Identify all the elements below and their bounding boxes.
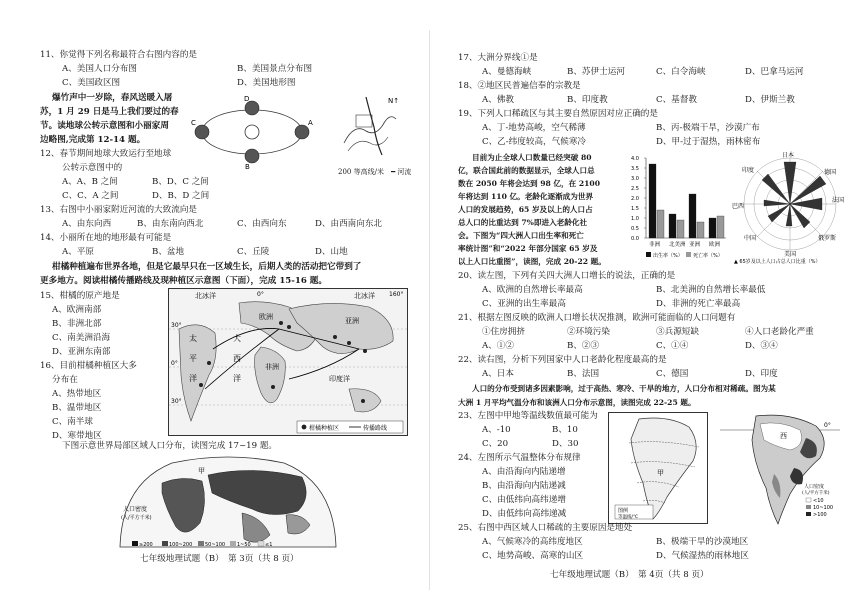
citrus-label-africa: 非洲: [265, 363, 279, 371]
radar-label-germany: 德国: [824, 169, 837, 176]
page-4: [430, 0, 860, 608]
intro-20-line8: 率统计图”和“2022 年部分国家 65 岁及: [458, 244, 598, 253]
intro-20-line3: 数在 2050 年将会达到 98 亿，在 2100: [458, 179, 600, 188]
citrus-label-frag5: 西: [233, 354, 241, 363]
q19-option-a[interactable]: A、丁-地势高峻，空气稀薄: [482, 123, 586, 133]
q11-option-d[interactable]: D、美国地形图: [237, 78, 296, 88]
q20-option-d[interactable]: D、非洲的死亡率最高: [656, 299, 741, 309]
bar-y-tick-label: 2.5: [631, 186, 639, 192]
page-3-footer: 七年级地理试题（B） 第 3页（共 8 页）: [140, 554, 299, 564]
q16-stem: 16、目前柑橘种植区大多: [40, 361, 137, 371]
radar-label-russia: 俄罗斯: [818, 235, 837, 242]
q23-option-d[interactable]: D、30: [552, 439, 579, 449]
q24-option-c[interactable]: C、由低纬向高纬递增: [482, 495, 566, 505]
citrus-label-asia: 亚洲: [345, 317, 359, 325]
temp-map-label-jia: 甲: [657, 469, 664, 477]
pop-map-legend-unit: (人/平方千米): [121, 515, 152, 521]
q12-stem: 12、春节期间地球大致运行至地球: [40, 149, 172, 159]
q25-option-b[interactable]: B、极端干旱的沙漠地区: [656, 537, 749, 547]
q18-option-b[interactable]: B、印度教: [567, 95, 608, 105]
bar-legend-label: 出生率（%）: [653, 253, 683, 259]
sun-icon: [245, 125, 259, 139]
intro-20-line4: 年将达到 110 亿。老龄化逐渐成为世界: [458, 192, 594, 201]
q24-stem: 24、左图所示气温整体分布规律: [458, 453, 581, 463]
pop-legend-3: 50~100: [205, 542, 226, 548]
q21-item-1: ①住房拥挤: [482, 327, 525, 337]
intro-20-line5: 人口的发展趋势，65 岁及以上的人口占: [458, 205, 593, 214]
q21-option-b[interactable]: B、②③: [567, 341, 600, 351]
q13-option-a[interactable]: A、由东向西: [62, 219, 112, 229]
sa-map-legend-title: 人口密度: [804, 484, 825, 490]
q19-option-c[interactable]: C、乙-纬度较高，气候寒冷: [482, 137, 587, 147]
north-arrow-icon: N↑: [388, 97, 400, 105]
intro-20-line1: 目前为止全球人口数量已经突破 80: [472, 153, 592, 162]
bar-birth-3: [709, 218, 716, 238]
bar-legend-label: 死亡率（%）: [693, 253, 723, 259]
citrus-label-lon0: 0°: [257, 291, 264, 298]
q23-option-a[interactable]: A、-10: [482, 425, 511, 435]
q24-option-d[interactable]: D、由低纬向高纬递减: [482, 509, 567, 519]
bar-death-3: [717, 216, 724, 238]
citrus-label-lat0: 0°: [171, 360, 178, 367]
q15-option-a[interactable]: A、欧洲南部: [52, 305, 102, 315]
citrus-label-lat30s: 30°: [171, 398, 182, 405]
q24-option-b[interactable]: B、由沿海向内陆递减: [482, 481, 566, 491]
q24-option-a[interactable]: A、由沿海向内陆递增: [482, 467, 566, 477]
pop-legend-4: 1~50: [237, 542, 251, 548]
q18-option-d[interactable]: D、伊斯兰教: [745, 95, 795, 105]
intro-20-line7: 会。下图为“四大洲人口出生率和死亡: [458, 231, 584, 240]
bar-death-1: [677, 220, 684, 238]
bar-birth-0: [649, 164, 656, 238]
q22-option-b[interactable]: B、法国: [567, 369, 600, 379]
temp-map-legend: 图例: [618, 508, 629, 514]
citrus-label-frag1: 太: [189, 334, 197, 343]
pop-legend-5: ≤1: [265, 542, 273, 548]
pop-map-legend-title: 人口密度: [123, 506, 148, 513]
q18-option-c[interactable]: C、基督教: [656, 95, 697, 105]
q20-option-a[interactable]: A、欧洲的自然增长率最高: [482, 285, 583, 295]
q22-option-a[interactable]: A、日本: [482, 369, 514, 379]
intro-12-line4: 边略图,完成第 12-14 题。: [40, 135, 146, 145]
q15-option-d[interactable]: D、亚洲东南部: [52, 347, 111, 357]
q22-stem: 22、读右图，分析下列国家中人口老龄化程度最高的是: [458, 355, 667, 365]
radar-label-india: 印度: [742, 167, 755, 174]
q21-item-4: ④人口老龄化严重: [745, 327, 814, 337]
q13-option-d[interactable]: D、由西南向东北: [315, 219, 383, 229]
sa-legend-2: 10~100: [813, 505, 834, 511]
orbit-label-d: D: [244, 95, 250, 103]
orbit-label-a: A: [308, 119, 313, 127]
citrus-legend-1: 柑橘种植区: [309, 425, 340, 432]
bar-category-label: 北美洲: [669, 242, 686, 248]
bar-y-tick-label: 1.0: [631, 216, 639, 222]
citrus-label-indian-ocean: 印度洋: [329, 375, 350, 383]
q17-option-b[interactable]: B、苏伊士运河: [567, 67, 625, 77]
bar-death-2: [697, 222, 704, 238]
q17-option-c[interactable]: C、白令海峡: [656, 67, 706, 77]
q25-option-c[interactable]: C、地势高峻、高寒的山区: [482, 551, 584, 561]
orbit-label-b: B: [245, 163, 250, 170]
intro-12-line2: 苏，1 月 29 日是马上我们要过的春: [40, 107, 179, 117]
bar-birth-2: [689, 194, 696, 238]
q13-stem: 13、右图中小丽家附近河流的大致流向是: [40, 205, 198, 215]
q20-option-c[interactable]: C、亚洲的出生率最高: [482, 299, 566, 309]
intro-15-line1: 柑橘种植遍布世界各地，但是它最早只在一区域生长，后期人类的活动把它带到了: [52, 262, 362, 272]
q15-stem: 15、柑橘的原产地是: [40, 291, 120, 301]
q14-option-a[interactable]: A、平原: [62, 247, 94, 257]
q15-option-b[interactable]: B、非洲北部: [52, 319, 102, 329]
radar-label-japan: 日本: [782, 152, 795, 159]
q13-option-b[interactable]: B、由东南向西北: [137, 219, 204, 229]
intro-23-line1: 人口的分布受到诸多因素影响，过于高热、寒冷、干旱的地方，人口分布相对稀疏。图为某: [472, 384, 776, 393]
radar-label-brazil: 巴西: [732, 203, 745, 210]
q12-option-b[interactable]: B、D、C 之间: [152, 177, 209, 187]
bar-category-label: 非洲: [649, 242, 661, 248]
q13-option-c[interactable]: C、由西向东: [237, 219, 287, 229]
pop-legend-2: 100~200: [169, 542, 193, 548]
q17-stem: 17、大洲分界线①是: [458, 53, 538, 63]
map-scale-legend: 200 等高线/米 ━ 河流: [338, 168, 412, 176]
radar-legend: ▲ 65岁及以上人口占总人口比重（%）: [734, 259, 821, 264]
q21-option-d[interactable]: D、③④: [745, 341, 778, 351]
citrus-label-frag6: 洋: [233, 374, 241, 383]
q18-option-a[interactable]: A、佛教: [482, 95, 514, 105]
citrus-label-frag3: 洋: [189, 374, 197, 383]
q15-option-c[interactable]: C、南美洲沿海: [52, 333, 111, 343]
q16-option-b[interactable]: B、温带地区: [52, 403, 102, 413]
bar-birth-1: [669, 214, 676, 238]
radar-label-france: 法国: [832, 197, 845, 204]
q11-stem: 11、你觉得下列名称最符合右图内容的是: [40, 50, 198, 60]
q12-option-c[interactable]: C、C、A 之间: [62, 191, 119, 201]
q12-option-d[interactable]: D、B、D 之间: [152, 191, 210, 201]
citrus-label-frag4: 大: [233, 334, 241, 343]
q11-option-c[interactable]: C、美国政区图: [62, 78, 121, 88]
q22-option-d[interactable]: D、印度: [745, 369, 778, 379]
citrus-label-ocean-n: 北冰洋: [195, 292, 216, 300]
citrus-label-ocean-n2: 北冰洋: [354, 292, 375, 300]
orbit-label-c: C: [191, 119, 196, 127]
bar-y-tick-label: 0.5: [631, 226, 639, 232]
radar-label-china: 中国: [744, 235, 757, 242]
earth-orbit-diagram: [190, 92, 315, 170]
sa-legend-3: >100: [813, 512, 827, 518]
citrus-spread-map: [168, 288, 408, 436]
q23-option-b[interactable]: B、10: [552, 425, 578, 435]
bar-y-tick-label: 0.0: [631, 236, 639, 242]
bar-death-0: [657, 210, 664, 238]
citrus-legend-2: 传播路线: [363, 425, 388, 432]
q21-option-a[interactable]: A、①②: [482, 341, 514, 351]
bar-y-tick-label: 3.5: [631, 166, 639, 172]
pop-legend-1: ≥200: [139, 542, 153, 548]
citrus-label-lon160: 160°: [389, 291, 404, 298]
q14-stem: 14、小丽所在地的地形最有可能是: [40, 233, 172, 243]
q21-option-c[interactable]: C、①④: [656, 341, 689, 351]
temp-map-legend-2: 等温线/℃: [618, 515, 639, 520]
q17-option-d[interactable]: D、巴拿马运河: [745, 67, 804, 77]
home-area-map: [336, 93, 404, 171]
q19-option-b[interactable]: B、丙-极端干旱，沙漠广布: [656, 123, 760, 133]
q21-stem: 21、根据左图反映的欧洲人口增长状况推测，欧洲可能面临的人口问题有: [458, 313, 736, 323]
q12-option-a[interactable]: A、A、B 之间: [62, 177, 118, 187]
q14-option-b[interactable]: B、盆地: [152, 247, 185, 257]
q11-option-a[interactable]: A、美国人口分布图: [62, 64, 137, 74]
q25-option-a[interactable]: A、气候寒冷的高纬度地区: [482, 537, 583, 547]
q16-option-c[interactable]: C、南半球: [52, 417, 93, 427]
bar-y-tick-label: 3.0: [631, 176, 639, 182]
q17-option-a[interactable]: A、曼德海峡: [482, 67, 532, 77]
bar-legend-swatch: [646, 252, 651, 257]
intro-15-line2: 更多地方。阅读柑橘传播路线及现种植区示意图（下面），完成 15-16 题。: [40, 276, 327, 286]
q20-stem: 20、读左图，下列有关四大洲人口增长的说法，正确的是: [458, 271, 676, 281]
q11-option-b[interactable]: B、美国景点分布图: [237, 64, 313, 74]
sa-map-lat0: 0°: [824, 422, 831, 429]
intro-17: 下图示意世界局部区域人口分布，读图完成 17~19 题。: [62, 441, 278, 451]
sa-map-legend-unit: (人/平方千米): [802, 491, 830, 496]
q14-option-d[interactable]: D、山地: [315, 247, 348, 257]
q25-stem: 25、右图中西区域人口稀疏的主要原因是地处: [458, 523, 633, 533]
sa-map-label-west: 西: [780, 432, 787, 440]
intro-20-line6: 总人口的比重达到 7%即进入老龄化社: [458, 218, 588, 227]
q20-option-b[interactable]: B、北美洲的自然增长率最低: [656, 285, 766, 295]
page-4-footer: 七年级地理试题（B） 第 4页（共 8 页）: [550, 570, 709, 580]
citrus-label-europe: 欧洲: [259, 313, 273, 321]
q23-stem: 23、左图中甲地等温线数值最可能为: [458, 411, 598, 421]
citrus-label-lat30n: 30°: [171, 322, 182, 329]
intro-20-line9: 以上人口比重图”，读图，完成 20-22 题。: [458, 257, 606, 266]
bar-y-tick-label: 1.5: [631, 206, 639, 212]
intro-12-line3: 节。读地球公转示意图和小丽家周: [40, 121, 169, 131]
q16-option-a[interactable]: A、热带地区: [52, 389, 102, 399]
sa-legend-1: <10: [813, 498, 824, 504]
q19-option-d[interactable]: D、甲-过于湿热，雨林密布: [656, 137, 761, 147]
q19-stem: 19、下列人口稀疏区与其主要自然原因对应正确的是: [458, 109, 658, 119]
citrus-label-frag2: 平: [189, 354, 197, 363]
q18-stem: 18、②地区民普遍信奉的宗教是: [458, 81, 581, 91]
q23-option-c[interactable]: C、20: [482, 439, 509, 449]
intro-12-line1: 爆竹声中一岁除，春风送暖入屠: [52, 93, 173, 103]
radar-label-usa: 美国: [784, 251, 797, 258]
south-america-population-map: [720, 412, 840, 527]
citrus-legend-icon: [302, 425, 307, 430]
q14-option-c[interactable]: C、丘陵: [237, 247, 270, 257]
bar-legend-swatch: [686, 252, 691, 257]
q22-option-c[interactable]: C、德国: [656, 369, 689, 379]
intro-23-line2: 大洲 1 月平均气温分布和该洲人口分布示意图，读图完成 22-25 题。: [458, 398, 696, 407]
intro-20-line2: 亿，联合国此前的数据显示，全球人口总: [458, 166, 595, 175]
q16-stem-2: 分布在: [52, 375, 78, 385]
aging-ratio-radar-chart: [730, 150, 850, 264]
january-temperature-map: [608, 412, 708, 524]
bar-category-label: 亚洲: [689, 242, 701, 248]
q12-stem-2: 公转示意图中的: [62, 163, 123, 173]
bar-y-tick-label: 2.0: [631, 196, 639, 202]
pop-map-label-jia: 甲: [198, 467, 205, 475]
bar-category-label: 欧洲: [709, 242, 721, 248]
q25-option-d[interactable]: D、气候湿热的雨林地区: [656, 551, 749, 561]
bar-y-tick-label: 4.0: [631, 156, 639, 162]
birth-death-rate-chart: [630, 152, 730, 262]
q16-option-d[interactable]: D、寒带地区: [52, 431, 102, 441]
q21-item-2: ②环境污染: [567, 327, 610, 337]
q21-item-3: ③兵源短缺: [656, 327, 699, 337]
population-distribution-map: [112, 453, 344, 551]
